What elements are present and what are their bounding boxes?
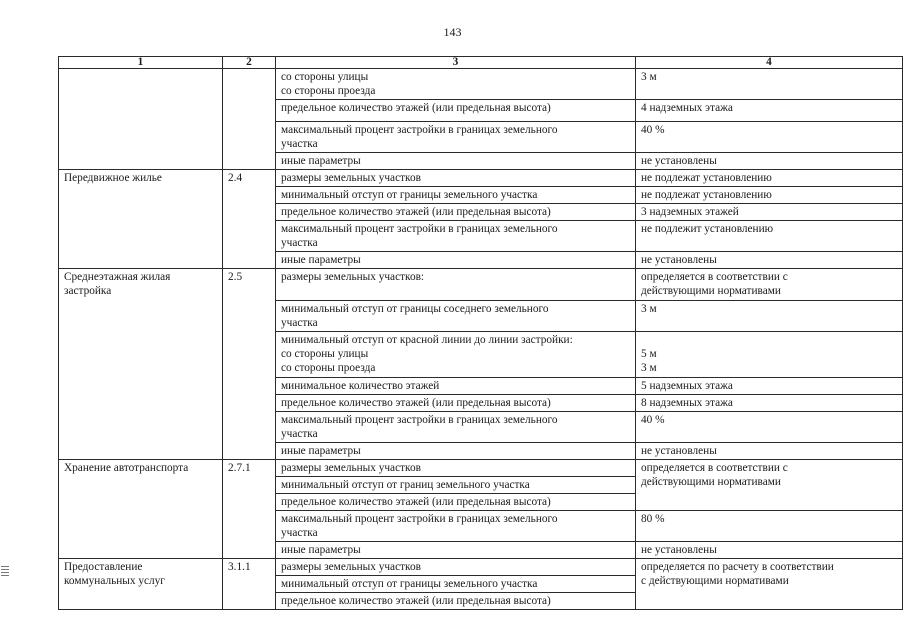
value-cell-line: не установлены [641, 445, 717, 457]
parameter-cell [276, 559, 636, 576]
parameter-cell [276, 542, 636, 559]
value-cell [636, 100, 903, 122]
parameter-cell-line: предельное количество этажей (или предельная высота) [281, 102, 551, 114]
parameter-cell [276, 460, 636, 477]
parameter-cell [276, 269, 636, 301]
table-row [59, 170, 903, 187]
value-cell [636, 204, 903, 221]
column-header-4: 4 [636, 57, 903, 69]
value-cell [636, 332, 903, 378]
value-cell [636, 69, 903, 100]
value-cell-line: 4 надземных этажа [641, 102, 733, 114]
use-name-cell-line: Передвижное жилье [64, 172, 162, 184]
parameter-cell [276, 187, 636, 204]
value-cell-line: 5 м [641, 348, 657, 360]
parameter-cell-line: участка [281, 317, 318, 329]
value-cell [636, 301, 903, 332]
parameter-cell-line: минимальное количество этажей [281, 380, 440, 392]
value-cell-line: 80 % [641, 513, 665, 525]
use-name-cell-line: застройка [64, 285, 112, 297]
parameter-cell-line: максимальный процент застройки в границах земельного [281, 513, 558, 525]
parameter-cell-line: предельное количество этажей (или предельная высота) [281, 206, 551, 218]
use-name-cell [59, 170, 223, 269]
parameter-cell [276, 378, 636, 395]
value-cell-line: с действующими нормативами [641, 575, 789, 587]
parameter-cell [276, 511, 636, 542]
use-code-cell [223, 69, 276, 170]
value-cell-line: 5 надземных этажа [641, 380, 733, 392]
value-cell [636, 511, 903, 542]
parameter-cell [276, 576, 636, 593]
value-cell-line: не подлежат установлению [641, 189, 772, 201]
value-cell [636, 559, 903, 610]
parameter-cell-line: участка [281, 527, 318, 539]
value-cell-line: не установлены [641, 254, 717, 266]
page-number: 143 [443, 25, 462, 39]
value-cell-line: 3 м [641, 71, 657, 83]
use-name-cell [59, 69, 223, 170]
parameter-cell-line: предельное количество этажей (или предельная высота) [281, 496, 551, 508]
parameter-cell [276, 170, 636, 187]
parameter-cell-line: минимальный отступ от границы земельного участка [281, 578, 538, 590]
parameter-cell-line: участка [281, 428, 318, 440]
value-cell [636, 542, 903, 559]
parameter-cell-line: предельное количество этажей (или предельная высота) [281, 397, 551, 409]
parameter-cell-line: иные параметры [281, 544, 361, 556]
value-cell-line: 3 надземных этажей [641, 206, 739, 218]
parameter-cell-line: со стороны улицы [281, 71, 369, 83]
parameter-cell-line: со стороны проезда [281, 85, 376, 97]
value-cell [636, 378, 903, 395]
table-row [59, 559, 903, 576]
parameter-cell [276, 477, 636, 494]
parameter-cell [276, 494, 636, 511]
regulations-table [58, 56, 903, 610]
parameter-cell-line: иные параметры [281, 254, 361, 266]
value-cell-line: не подлежит установлению [641, 223, 774, 235]
value-cell [636, 269, 903, 301]
parameter-cell-line: со стороны улицы [281, 348, 369, 360]
parameter-cell-line: размеры земельных участков [281, 561, 421, 573]
value-cell-line: определяется в соответствии с [641, 271, 788, 283]
value-cell [636, 170, 903, 187]
value-cell-line: 3 м [641, 303, 657, 315]
value-cell-line [641, 333, 897, 347]
column-header-2: 2 [223, 57, 276, 69]
value-cell-line: 8 надземных этажа [641, 397, 733, 409]
parameter-cell-line: иные параметры [281, 445, 361, 457]
parameter-cell [276, 204, 636, 221]
value-cell-line: действующими нормативами [641, 285, 781, 297]
parameter-cell-line: иные параметры [281, 155, 361, 167]
value-cell-line: определяется в соответствии с [641, 462, 788, 474]
value-cell-line: определяется по расчету в соответствии [641, 561, 834, 573]
parameter-cell [276, 69, 636, 100]
parameter-cell [276, 395, 636, 412]
value-cell [636, 187, 903, 204]
use-name-cell-line: Предоставление [64, 561, 143, 573]
value-cell-line: 40 % [641, 414, 665, 426]
value-cell [636, 122, 903, 153]
parameter-cell [276, 122, 636, 153]
table-body [59, 69, 903, 610]
parameter-cell [276, 221, 636, 252]
use-code-cell: 2.5 [223, 269, 276, 460]
value-cell-line: не установлены [641, 544, 717, 556]
use-name-cell-line: коммунальных услуг [64, 575, 165, 587]
use-code-cell: 2.4 [223, 170, 276, 269]
parameter-cell-line: минимальный отступ от красной линии до линии застройки: [281, 334, 573, 346]
parameter-cell-line: максимальный процент застройки в границах земельного [281, 223, 558, 235]
table-row [59, 69, 903, 100]
value-cell-line: действующими нормативами [641, 476, 781, 488]
value-cell [636, 252, 903, 269]
value-cell-line: не установлены [641, 155, 717, 167]
value-cell [636, 443, 903, 460]
parameter-cell [276, 301, 636, 332]
parameter-cell-line: предельное количество этажей (или предельная высота) [281, 595, 551, 607]
value-cell [636, 460, 903, 511]
parameter-cell-line: максимальный процент застройки в границах земельного [281, 414, 558, 426]
value-cell-line: 3 м [641, 362, 657, 374]
value-cell-line: 40 % [641, 124, 665, 136]
parameter-cell [276, 332, 636, 378]
use-name-cell-line: Среднеэтажная жилая [64, 271, 171, 283]
parameter-cell-line: минимальный отступ от границ земельного участка [281, 479, 530, 491]
parameter-cell [276, 100, 636, 122]
parameter-cell-line: размеры земельных участков [281, 462, 421, 474]
parameter-cell-line: размеры земельных участков [281, 172, 421, 184]
parameter-cell [276, 412, 636, 443]
parameter-cell-line: со стороны проезда [281, 362, 376, 374]
parameter-cell-line: минимальный отступ от границы соседнего земельного [281, 303, 549, 315]
parameter-cell [276, 443, 636, 460]
use-name-cell [59, 460, 223, 559]
column-header-3: 3 [276, 57, 636, 69]
header-row [59, 57, 903, 69]
parameter-cell [276, 252, 636, 269]
table-row [59, 460, 903, 477]
margin-mark [1, 566, 9, 578]
parameter-cell-line: минимальный отступ от границы земельного участка [281, 189, 538, 201]
use-name-cell [59, 559, 223, 610]
value-cell-line: не подлежат установлению [641, 172, 772, 184]
value-cell [636, 221, 903, 252]
use-code-cell: 3.1.1 [223, 559, 276, 610]
value-cell [636, 395, 903, 412]
use-code-cell: 2.7.1 [223, 460, 276, 559]
column-header-1: 1 [59, 57, 223, 69]
parameter-cell-line: максимальный процент застройки в границах земельного [281, 124, 558, 136]
parameter-cell [276, 153, 636, 170]
table-row [59, 269, 903, 301]
parameter-cell [276, 593, 636, 610]
use-name-cell-line: Хранение автотранспорта [64, 462, 189, 474]
parameter-cell-line: размеры земельных участков: [281, 271, 425, 283]
value-cell [636, 153, 903, 170]
parameter-cell-line: участка [281, 138, 318, 150]
use-name-cell [59, 269, 223, 460]
parameter-cell-line: участка [281, 237, 318, 249]
value-cell [636, 412, 903, 443]
